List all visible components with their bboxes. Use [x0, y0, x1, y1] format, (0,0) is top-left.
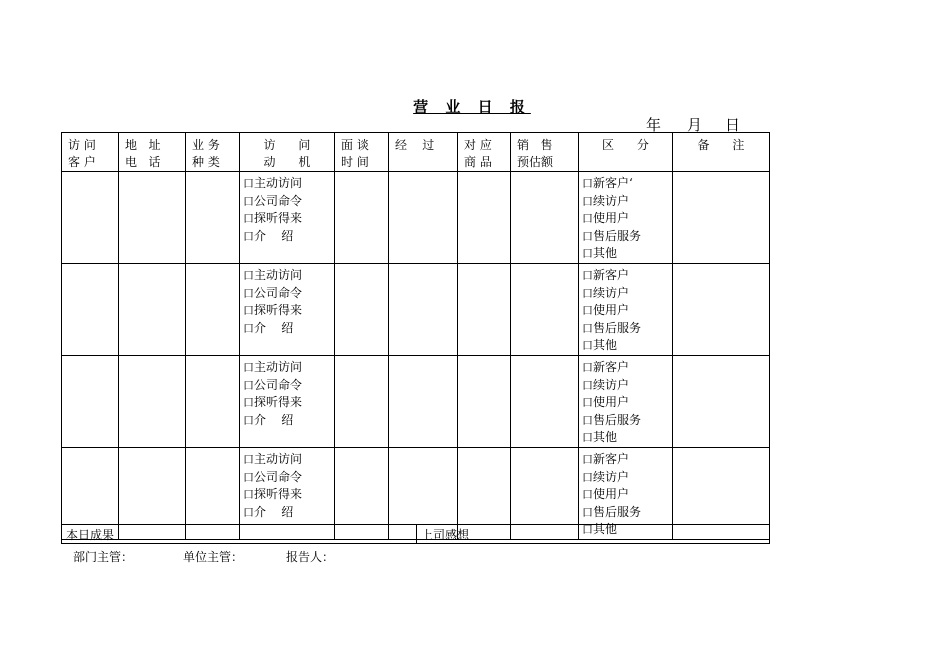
- cell-business-type[interactable]: [186, 172, 240, 264]
- category-option[interactable]: [582, 210, 672, 228]
- cell-product[interactable]: [458, 172, 511, 264]
- motive-option[interactable]: [243, 359, 334, 377]
- checkbox-icon[interactable]: 口: [243, 452, 254, 466]
- cell-visit-motive[interactable]: [240, 263, 335, 355]
- checkbox-icon[interactable]: 口: [582, 286, 593, 300]
- category-option[interactable]: [582, 377, 672, 395]
- option-label: 其他: [593, 338, 618, 353]
- cell-remarks[interactable]: [673, 263, 770, 355]
- category-option[interactable]: [582, 469, 672, 487]
- motive-option[interactable]: [243, 469, 334, 487]
- checkbox-icon[interactable]: 口: [243, 360, 254, 374]
- option-label: 探听得来: [254, 487, 303, 502]
- option-label: 其他: [593, 522, 618, 537]
- cell-sales-estimate[interactable]: [511, 355, 579, 447]
- checkbox-icon[interactable]: 口: [243, 321, 254, 335]
- category-option[interactable]: [582, 320, 672, 338]
- supervisor-thoughts-label: 上司感想: [421, 528, 470, 542]
- category-option[interactable]: [582, 394, 672, 412]
- option-label: 售后服务: [593, 228, 642, 243]
- header-visit-customer: 访 问 客 户: [68, 138, 96, 169]
- checkbox-icon[interactable]: 口: [243, 304, 254, 318]
- option-label: 探听得来: [254, 211, 303, 226]
- report-title: 营 业 日 报: [413, 98, 531, 116]
- footer-table: [61, 524, 770, 544]
- supervisor-thoughts-cell[interactable]: [417, 525, 770, 544]
- option-label: 使用户: [593, 303, 630, 318]
- cell-visit-customer[interactable]: [62, 263, 119, 355]
- motive-option[interactable]: [243, 285, 334, 303]
- table-row: [62, 355, 770, 447]
- option-label: 介 绍: [254, 504, 294, 519]
- checkbox-icon[interactable]: 口: [582, 396, 593, 410]
- option-label: 使用户: [593, 395, 630, 410]
- category-option[interactable]: [582, 359, 672, 377]
- today-result-label: 本日成果: [66, 528, 115, 542]
- category-option[interactable]: [582, 267, 672, 285]
- option-label: 主动访问: [254, 267, 303, 282]
- header-process: 经 过: [395, 138, 435, 152]
- cell-visit-motive[interactable]: [240, 172, 335, 264]
- date-month: 月: [687, 116, 703, 134]
- cell-sales-estimate[interactable]: [511, 263, 579, 355]
- cell-product[interactable]: [458, 263, 511, 355]
- category-option[interactable]: [582, 429, 672, 447]
- checkbox-icon[interactable]: 口: [582, 212, 593, 226]
- checkbox-icon[interactable]: 口: [582, 470, 593, 484]
- unit-head-signature: 单位主管：: [183, 550, 244, 564]
- cell-visit-motive[interactable]: [240, 355, 335, 447]
- header-address-phone: 地 址 电 话: [125, 138, 161, 169]
- option-label: 续访户: [593, 377, 630, 392]
- cell-business-type[interactable]: [186, 355, 240, 447]
- header-visit-motive: 访 问 动 机: [263, 138, 311, 169]
- option-label: 新客户‘: [593, 176, 633, 190]
- checkbox-icon[interactable]: 口: [243, 413, 254, 427]
- header-sales-estimate: 销 售 预估额: [517, 138, 554, 169]
- checkbox-icon[interactable]: 口: [582, 229, 593, 243]
- option-label: 主动访问: [254, 176, 303, 190]
- category-option[interactable]: [582, 302, 672, 320]
- header-business-type: 业 务 种 类: [192, 138, 220, 169]
- option-label: 探听得来: [254, 395, 303, 410]
- checkbox-icon[interactable]: 口: [243, 470, 254, 484]
- motive-option[interactable]: [243, 451, 334, 469]
- checkbox-icon[interactable]: 口: [243, 378, 254, 392]
- option-label: 售后服务: [593, 412, 642, 427]
- option-label: 其他: [593, 246, 618, 261]
- option-label: 公司命令: [254, 469, 303, 484]
- option-label: 新客户: [593, 451, 630, 466]
- cell-meeting-time[interactable]: [335, 263, 389, 355]
- checkbox-icon[interactable]: 口: [582, 523, 593, 537]
- checkbox-icon[interactable]: 口: [582, 194, 593, 208]
- option-label: 介 绍: [254, 412, 294, 427]
- cell-meeting-time[interactable]: [335, 355, 389, 447]
- cell-address-phone[interactable]: [119, 355, 186, 447]
- checkbox-icon[interactable]: 口: [582, 360, 593, 374]
- option-label: 新客户: [593, 267, 630, 282]
- checkbox-icon[interactable]: 口: [582, 268, 593, 282]
- category-option[interactable]: [582, 412, 672, 430]
- cell-category[interactable]: [579, 172, 673, 264]
- motive-option[interactable]: [243, 412, 334, 430]
- header-meeting-time: 面 谈 时 间: [341, 138, 369, 169]
- category-option[interactable]: [582, 285, 672, 303]
- checkbox-icon[interactable]: 口: [243, 488, 254, 502]
- option-label: 续访户: [593, 285, 630, 300]
- cell-process[interactable]: [389, 355, 458, 447]
- report-table: [61, 132, 770, 540]
- category-option[interactable]: [582, 486, 672, 504]
- option-label: 使用户: [593, 487, 630, 502]
- cell-visit-customer[interactable]: [62, 172, 119, 264]
- checkbox-icon[interactable]: 口: [243, 396, 254, 410]
- today-result-cell[interactable]: [62, 525, 417, 544]
- cell-business-type[interactable]: [186, 263, 240, 355]
- option-label: 公司命令: [254, 193, 303, 208]
- dept-head-signature: 部门主管：: [73, 550, 134, 564]
- checkbox-icon[interactable]: 口: [243, 268, 254, 282]
- option-label: 公司命令: [254, 285, 303, 300]
- motive-option[interactable]: [243, 302, 334, 320]
- category-option[interactable]: [582, 193, 672, 211]
- motive-option[interactable]: [243, 267, 334, 285]
- checkbox-icon[interactable]: 口: [243, 286, 254, 300]
- date-year: 年: [646, 116, 662, 134]
- cell-address-phone[interactable]: [119, 263, 186, 355]
- option-label: 续访户: [593, 193, 630, 208]
- cell-product[interactable]: [458, 355, 511, 447]
- reporter-signature: 报告人：: [286, 550, 335, 564]
- checkbox-icon[interactable]: 口: [243, 229, 254, 243]
- motive-option[interactable]: [243, 504, 334, 522]
- cell-category[interactable]: [579, 263, 673, 355]
- checkbox-icon[interactable]: 口: [582, 339, 593, 353]
- category-option[interactable]: [582, 175, 672, 193]
- option-label: 公司命令: [254, 377, 303, 392]
- checkbox-icon[interactable]: 口: [582, 321, 593, 335]
- checkbox-icon[interactable]: 口: [582, 452, 593, 466]
- checkbox-icon[interactable]: 口: [582, 505, 593, 519]
- option-label: 主动访问: [254, 451, 303, 466]
- checkbox-icon[interactable]: 口: [243, 212, 254, 226]
- category-option[interactable]: [582, 245, 672, 263]
- checkbox-icon[interactable]: 口: [582, 304, 593, 318]
- header-product: 对 应 商 品: [464, 138, 492, 169]
- checkbox-icon[interactable]: 口: [582, 488, 593, 502]
- checkbox-icon[interactable]: 口: [582, 413, 593, 427]
- cell-address-phone[interactable]: [119, 172, 186, 264]
- checkbox-icon[interactable]: 口: [243, 177, 254, 190]
- motive-option[interactable]: [243, 320, 334, 338]
- cell-process[interactable]: [389, 263, 458, 355]
- cell-sales-estimate[interactable]: [511, 172, 579, 264]
- option-label: 续访户: [593, 469, 630, 484]
- option-label: 其他: [593, 430, 618, 445]
- checkbox-icon[interactable]: 口: [582, 247, 593, 261]
- checkbox-icon[interactable]: 口: [582, 378, 593, 392]
- category-option[interactable]: [582, 228, 672, 246]
- motive-option[interactable]: [243, 210, 334, 228]
- cell-process[interactable]: [389, 172, 458, 264]
- motive-option[interactable]: [243, 394, 334, 412]
- table-row: [62, 263, 770, 355]
- cell-meeting-time[interactable]: [335, 172, 389, 264]
- header-row: [62, 133, 770, 172]
- checkbox-icon[interactable]: 口: [243, 505, 254, 519]
- option-label: 介 绍: [254, 228, 294, 243]
- option-label: 新客户: [593, 359, 630, 374]
- motive-option[interactable]: [243, 175, 334, 193]
- cell-remarks[interactable]: [673, 172, 770, 264]
- category-option[interactable]: [582, 337, 672, 355]
- header-remarks: 备 注: [697, 138, 745, 152]
- checkbox-icon[interactable]: 口: [582, 431, 593, 445]
- category-option[interactable]: [582, 451, 672, 469]
- checkbox-icon[interactable]: 口: [243, 194, 254, 208]
- cell-remarks[interactable]: [673, 355, 770, 447]
- cell-category[interactable]: [579, 355, 673, 447]
- option-label: 售后服务: [593, 320, 642, 335]
- option-label: 使用户: [593, 211, 630, 226]
- date-day: 日: [725, 116, 741, 134]
- option-label: 探听得来: [254, 303, 303, 318]
- table-row: [62, 172, 770, 264]
- cell-visit-customer[interactable]: [62, 355, 119, 447]
- motive-option[interactable]: [243, 377, 334, 395]
- motive-option[interactable]: [243, 193, 334, 211]
- category-option[interactable]: [582, 504, 672, 522]
- motive-option[interactable]: [243, 228, 334, 246]
- option-label: 主动访问: [254, 359, 303, 374]
- header-category: 区 分: [602, 138, 649, 152]
- motive-option[interactable]: [243, 486, 334, 504]
- option-label: 售后服务: [593, 504, 642, 519]
- checkbox-icon[interactable]: 口: [582, 177, 593, 190]
- option-label: 介 绍: [254, 320, 294, 335]
